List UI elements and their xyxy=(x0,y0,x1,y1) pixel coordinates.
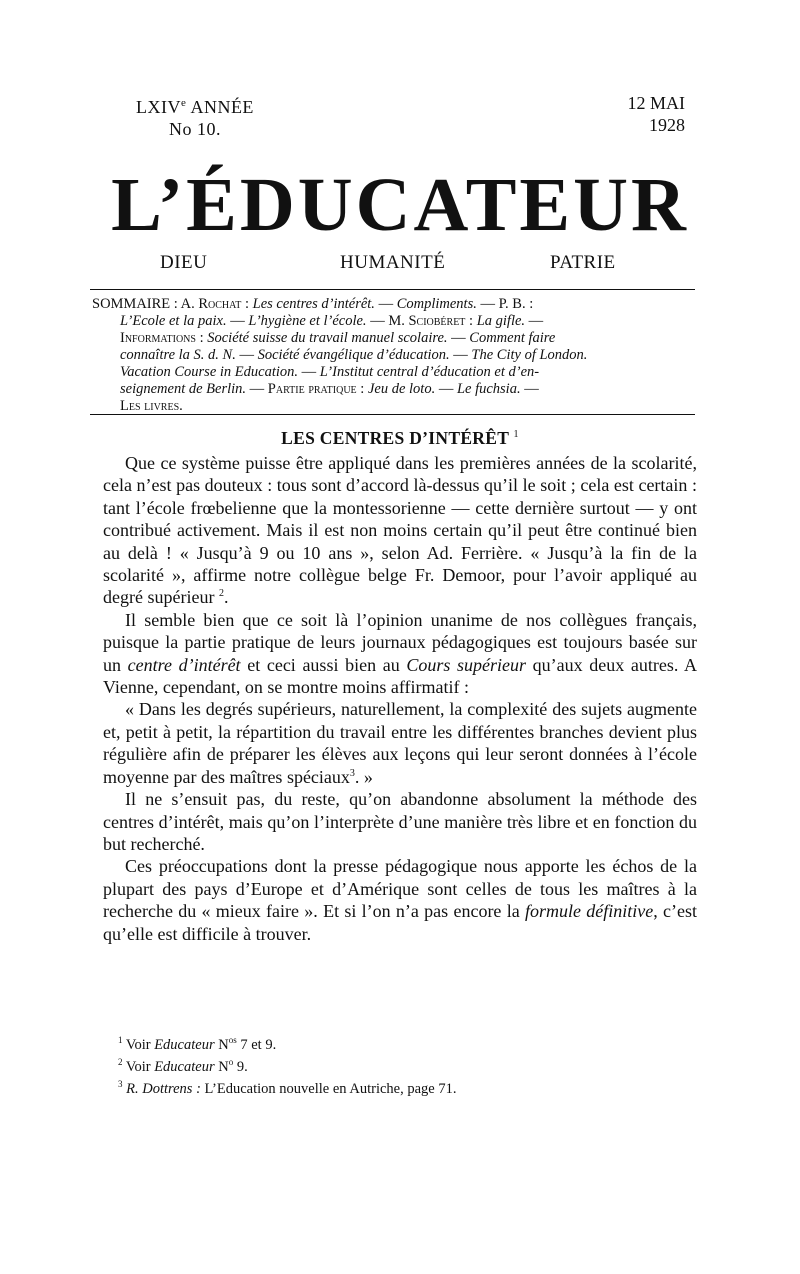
summary-line: L’Ecole et la paix. — L’hygiène et l’école. — M. Sciobéret : La gifle. — xyxy=(120,313,544,329)
summary-line: seignement de Berlin. — Partie pratique : Jeu de loto. — Le fuchsia. — xyxy=(120,381,539,397)
paragraph-text: Il semble bien que ce soit là l’opinion unanime de nos collègues français, puisque la partie pratique de leurs journaux pédagogiques est toujours basée sur un xyxy=(103,609,697,675)
paragraph-text: Que ce système puisse être appliqué dans les premières années de la scolarité, cela n’est pas douteux : tous sont d’accord là-dessus qu’il le soit ; cela est certain : tant l’école frœbelienne que la montessorienne — cette dernière surtout — y ont contribué activement. Mais il est non moins certain qu’il peut être continué bien au delà ! « Jusqu’à 9 ou 10 ans », selon Ad. Ferrière. « Jusqu’à la fin de la scolarité », affirme notre collègue belge Fr. Demoor, pour l’avoir appliqué au degré supérieur xyxy=(103,453,697,608)
issue-number: No 10. xyxy=(169,119,221,139)
emphasis: centre d’intérêt xyxy=(127,654,241,675)
motto-dieu: DIEU xyxy=(160,252,208,273)
paragraph-text: , c’est qu’elle est difficile à trouver. xyxy=(103,901,697,944)
paragraph: Il ne s’ensuit pas, du reste, qu’on abandonne absolument la méthode des centres d’intérêt, mais qu’on l’interprète d’une manière très libre et en fonction du but recherché. xyxy=(103,789,697,854)
footnote: $^2$ Voir Educateur $N^o$ 9. xyxy=(118,1056,248,1075)
summary-line: Vacation Course in Education. — L’Institut central d’éducation et d’en- xyxy=(120,364,540,380)
paragraph xyxy=(103,452,697,609)
summary-line: SOMMAIRE : A. Rochat : Les centres d’intérêt. — Compliments. — P. B. : xyxy=(92,296,534,312)
paragraph-end: . xyxy=(223,587,229,608)
article-body xyxy=(103,452,697,945)
divider-bottom xyxy=(90,414,695,415)
paragraph-text: et ceci aussi bien au xyxy=(240,654,407,675)
footnote: $^1$ Voir Educateur $N^{os}$ 7 et 9. xyxy=(118,1035,277,1053)
volume-year-sup: e xyxy=(181,97,187,109)
paragraph xyxy=(103,855,697,945)
paragraph-text: Ces préoccupations dont la presse pédagogique nous apporte les échos de la plupart des pays d’Europe et d’Amérique sont celles de tous les maîtres à la recherche du « mieux faire ». Et si l’on n’a pas encore la xyxy=(103,856,697,922)
table-of-contents xyxy=(92,296,696,415)
issue-info xyxy=(115,92,275,140)
footnotes xyxy=(118,1032,678,1097)
issue-date xyxy=(565,92,685,136)
footnote: $^3$ R. Dottrens : L’Education nouvelle en Autriche, page 71. xyxy=(118,1078,457,1097)
article-title xyxy=(0,428,800,449)
footnote-number: 3 xyxy=(118,1078,123,1089)
volume-year-roman: LXIV xyxy=(136,97,182,117)
volume-year xyxy=(115,92,275,118)
paragraph-quote xyxy=(103,698,697,788)
footnote-number: 2 xyxy=(118,1056,123,1067)
article-title-text: LES CENTRES D’INTÉRÊT xyxy=(281,428,509,448)
summary-line: connaître la S. d. N. — Société évangélique d’éducation. — The City of London. xyxy=(120,347,588,363)
footnote-number: 1 xyxy=(118,1035,123,1045)
volume-year-label: ANNÉE xyxy=(186,97,254,117)
divider-top xyxy=(90,289,695,290)
summary-line: Les livres. xyxy=(120,398,183,414)
footnote-mark: 3 xyxy=(349,767,355,779)
paragraph-text: qu’aux deux autres. A Vienne, cependant, on se montre moins affirmatif : xyxy=(103,654,698,698)
article-title-footnote-mark: 1 xyxy=(513,429,519,441)
issue-year: 1928 xyxy=(649,115,685,135)
masthead-title: L’ÉDUCATEUR xyxy=(111,163,689,247)
issue-day-month: 12 MAI xyxy=(627,93,685,113)
paragraph xyxy=(103,609,697,699)
motto-humanite: HUMANITÉ xyxy=(340,252,446,273)
footnote-mark: 2 xyxy=(218,588,224,600)
paragraph-text: « Dans les degrés supérieurs, naturellement, la complexité des sujets augmente et, petit à petit, la répartition du travail entre les différentes branches devient plus régulière afin de préparer les élèves aux leçons qui leur seront données à l’école moyenne par des maîtres spéciaux xyxy=(103,699,697,787)
emphasis: Cours supérieur xyxy=(406,654,526,675)
motto-patrie: PATRIE xyxy=(550,252,616,273)
emphasis: formule définitive xyxy=(524,901,654,922)
summary-line: Informations : Société suisse du travail manuel scolaire. — Comment faire xyxy=(120,330,556,346)
paragraph-end: . » xyxy=(354,766,373,787)
